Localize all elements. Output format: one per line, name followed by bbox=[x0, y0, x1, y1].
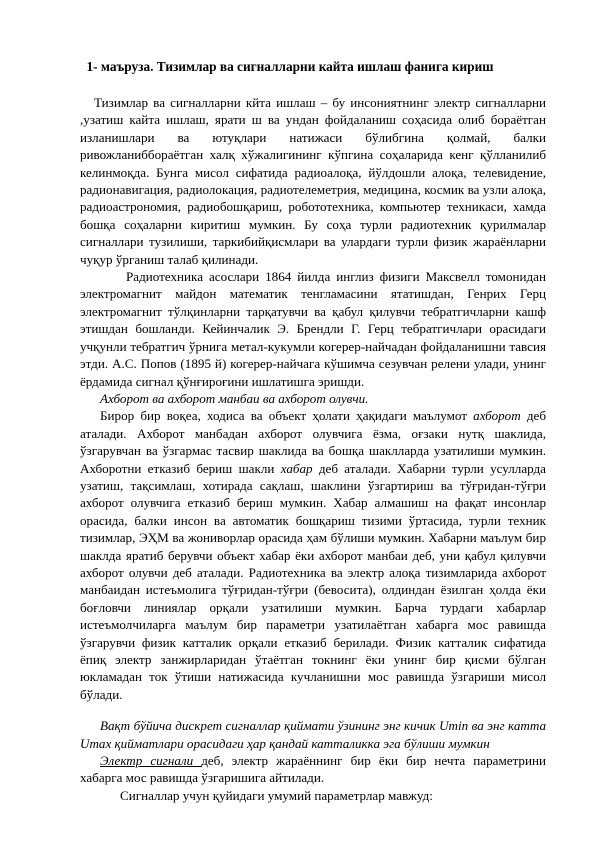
paragraph-signal-definition bbox=[80, 752, 546, 787]
document-body bbox=[80, 94, 546, 804]
lecture-title: 1- маъруза. Тизимлар ва сигналларни кайта ишлаш фанига кириш bbox=[86, 59, 494, 74]
paragraph-intro: Тизимлар ва сигналларни кйта ишлаш – бу инсониятнинг электр сигналларни ,узатиш кайта ишлаш, ярати ш ва ундан фойдаланиш соҳасида олиб борaётган изланишлари ва ютуқлари натижаси бўлибгина қолмай, балки ривожланибборaётган халқ хўжалигининг кўпгина соҳаларида кенг қўлланилиб келинмоқда. Бунга мисол сифатида радиоалоқа, йўлдошли алоқа, телевидение, радионавигация, радиолокация, радиотелеметрия, медицина, космик ва узли алоқа, радиоастрономия, радиобошқариш, робототехника, компьютер техникаси, хамда бошқа соҳаларни киритиш мумкин. Бу соҳа турли радиотехник қурилмалар сигналлари тузилиши, таркибийқисмлари ва улардаги турли физик жараёнларни чуқур ўрганиш талаб қилинади. bbox=[80, 95, 546, 267]
paragraph-parameters: Сигналлар учун қуйидаги умумий параметрлар мавжуд: bbox=[120, 787, 433, 803]
term-electric-signal: Электр сигнали bbox=[100, 753, 202, 769]
term-message: хабар bbox=[280, 460, 313, 476]
italic-statement: Вақт бўйича дискрет сигналлар қиймати ўзининг энг кичик Umin ва энг катта Umax қийматлари орасидаги ҳар қандай катталикка эга бўлиши мумкин bbox=[80, 718, 546, 751]
paragraph-text: деб аталади. Хабарни турли усулларда узатиш, тақсимлаш, хотирада сақлаш, шаклини ўзгартириш ва тўғридан-тўғри ахборот олувчига етказиб бериш мумкин. Хабар алмашиш на фақат инсонлар орасида, балки инсон ва автоматик бошқариш тизими ўртасида, турли техник тизимлар, ЭҲМ ва жониворлар орасида ҳам бўлиши мумкин. Хабарни маълум бир шаклда яратиб берувчи объект хабар ёки ахборот манбаи деб, уни қабул қилувчи ахборот олувчи деб аталади. Радиотехника ва электр алоқа тизимларида ахборот манбаидан истеъмолига тўғридан-тўғри (бевосита), олдиндан ёзилган ҳолда ёки боғловчи линиялар орқали узатилиши мумкин. Барча турдаги хабарлар истеъмолчиларга маълум бир параметри узатилаётган хабарга мос равишда ўзгарувчи физик катталик орқали етказиб берилади. Физик катталик сифатида ёпиқ электр занжирларидан ўтаётган токнинг ёки унинг бир қисми бўлган юкламадан ток ўтиши натижасида кучланишни мос равишда ўзгариши мисол бўлади. bbox=[80, 460, 546, 702]
paragraph-text: Бирор бир воқеа, ходиса ва объект ҳолати ҳақидаги маълумот bbox=[100, 408, 474, 424]
paragraph-history: Радиотехника асослари 1864 йилда инглиз физиги Максвелл томонидан электромагнит майдон математик тенгламасини ятатишдан, Генрих Герц электромагнит тўлқинларни тарқатувчи ва қабул қилувчи тебратгичларни кашф этишдан бошланди. Кейинчалик Э. Брендли Г. Герц тебратгичлари орасидаги учқунли тебратгич ўрнига метал-кукумли когерер-найчадан фойдаланишни тавсия этди. А.С. Попов (1895 й) когерер-найчага кўшимча сезувчан релени улади, унинг ёрдамида сигнал қўнғироғини ишлатишга эришди. bbox=[80, 269, 546, 389]
paragraph-discrete-signals bbox=[80, 717, 546, 752]
term-information: ахборот bbox=[473, 408, 521, 424]
spacer bbox=[80, 703, 546, 717]
paragraph-text: деб, электр жараённинг бир ёки бир нечта параметрини хабарга мос равишда ўзгаришига айтилади. bbox=[80, 753, 546, 786]
section-subheading: Ахборот ва ахборот манбаи ва ахборот олувчи. bbox=[100, 390, 369, 406]
paragraph-information bbox=[80, 407, 546, 703]
paragraph-text: деб аталади. Ахборот манбадан ахборот олувчига ёзма, оғзаки нутқ шаклида, ўзгарувчан ва ўзгармас тасвир шаклида ва бошқа шаклларда узатилиши мумкин. Ахборотни етказиб бериш шакли bbox=[80, 408, 546, 476]
